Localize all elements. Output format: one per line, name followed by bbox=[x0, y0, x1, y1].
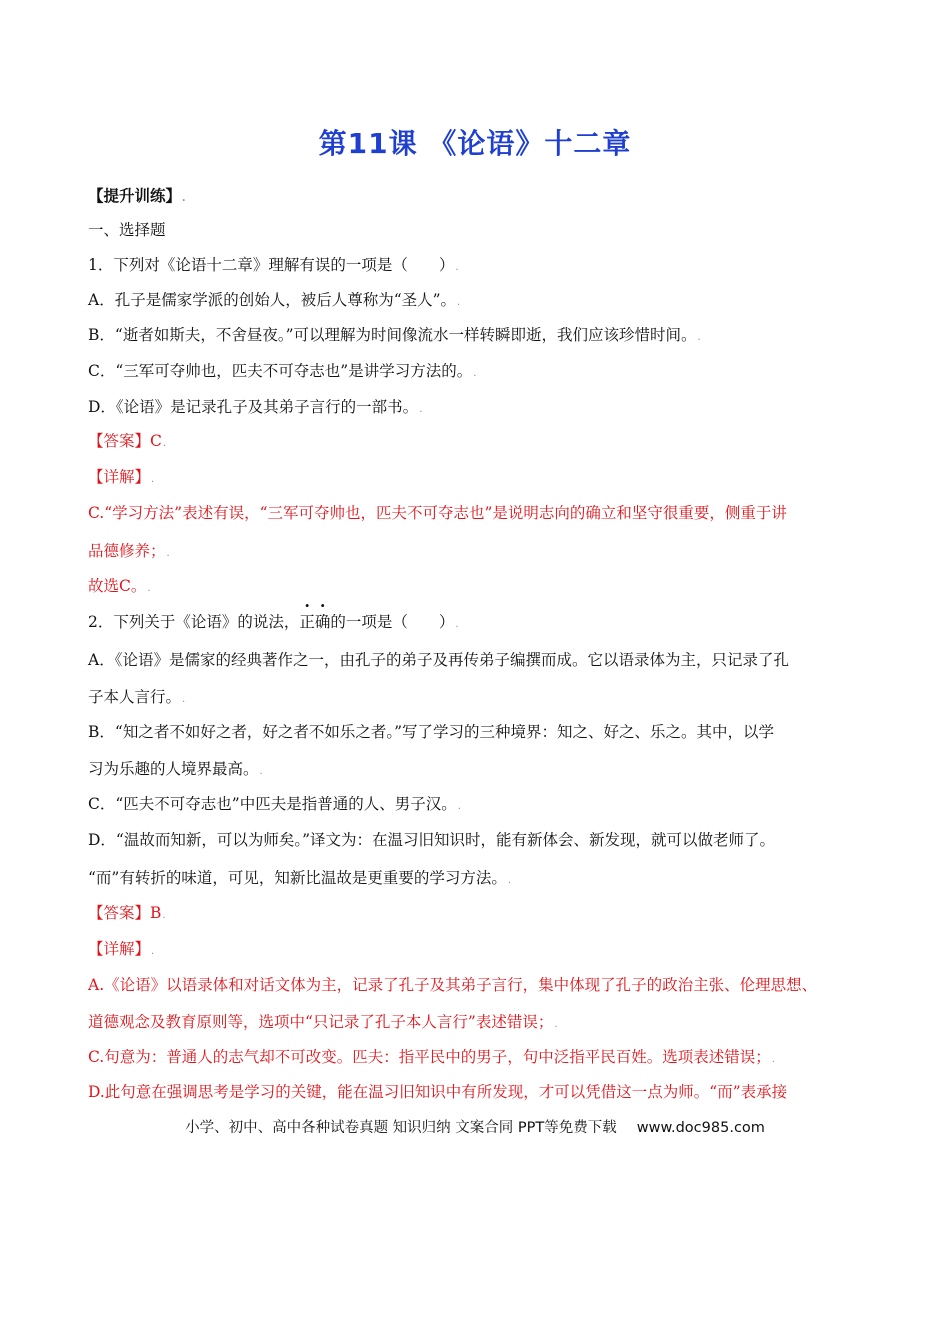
page-footer bbox=[0, 1116, 950, 1137]
q1-option-d: D．《论语》是记录孔子及其弟子言行的一部书。. bbox=[88, 398, 423, 416]
q1-stem: 1．下列对《论语十二章》理解有误的一项是（ ）. bbox=[88, 256, 459, 274]
q2-stem: 2．下列关于《论语》的说法，正确的一项是（ ）. bbox=[88, 613, 459, 631]
q1-conclusion: 故选C。. bbox=[88, 577, 151, 595]
q2-detail-d: D.此句意在强调思考是学习的关键，能在温习旧知识中有所发现，才可以凭借这一点为师。“而”表承接 bbox=[88, 1083, 788, 1101]
q2-option-c: C．“匹夫不可夺志也”中匹夫是指普通的人、男子汉。. bbox=[88, 795, 461, 813]
page-title: 第11课 《论语》十二章 bbox=[318, 127, 632, 160]
emphasis-char: 正 bbox=[299, 613, 315, 631]
q2-detail-label: 【详解】. bbox=[88, 940, 155, 958]
q2-answer: 【答案】B. bbox=[88, 904, 166, 922]
q2-option-a-line1: A．《论语》是儒家的经典著作之一，由孔子的弟子及再传弟子编撰而成。它以语录体为主，只记录了孔 bbox=[88, 651, 789, 669]
q1-answer: 【答案】C. bbox=[88, 432, 167, 450]
footer-text: 小学、初中、高中各种试卷真题 知识归纳 文案合同 PPT等免费下载 bbox=[185, 1120, 617, 1136]
q2-option-a-line2: 子本人言行。. bbox=[88, 688, 186, 706]
q1-detail-label: 【详解】. bbox=[88, 468, 155, 486]
q2-option-d-line1: D．“温故而知新，可以为师矣。”译文为：在温习旧知识时，能有新体会、新发现，就可以做老师了。 bbox=[88, 831, 776, 849]
section-type: 一、选择题 bbox=[88, 221, 166, 239]
q1-option-c: C．“三军可夺帅也，匹夫不可夺志也”是讲学习方法的。. bbox=[88, 362, 477, 380]
emphasis-char: 确 bbox=[314, 613, 331, 631]
q2-detail-a-line2: 道德观念及教育原则等，选项中“只记录了孔子本人言行”表述错误；. bbox=[88, 1013, 558, 1031]
q1-detail-line1: C.“学习方法”表述有误，“三军可夺帅也，匹夫不可夺志也”是说明志向的确立和坚守很重要，侧重于讲 bbox=[88, 504, 787, 522]
q1-detail-line2: 品德修养；. bbox=[88, 542, 170, 560]
q2-detail-c: C.句意为：普通人的志气却不可改变。匹夫：指平民中的男子，句中泛指平民百姓。选项表述错误；. bbox=[88, 1048, 775, 1066]
q2-option-d-line2: “而”有转折的味道，可见，知新比温故是更重要的学习方法。. bbox=[88, 869, 512, 887]
q1-option-b: B．“逝者如斯夫，不舍昼夜。”可以理解为时间像流水一样转瞬即逝，我们应该珍惜时间。. bbox=[88, 326, 701, 344]
q2-option-b-line2: 习为乐趣的人境界最高。. bbox=[88, 760, 263, 778]
q2-detail-a-line1: A.《论语》以语录体和对话文体为主，记录了孔子及其弟子言行，集中体现了孔子的政治主张、伦理思想、 bbox=[88, 976, 818, 994]
q1-option-a: A．孔子是儒家学派的创始人，被后人尊称为“圣人”。. bbox=[88, 291, 461, 309]
footer-url[interactable]: www.doc985.com bbox=[636, 1120, 765, 1136]
q2-option-b-line1: B．“知之者不如好之者，好之者不如乐之者。”写了学习的三种境界：知之、好之、乐之。其中，以学 bbox=[88, 723, 774, 741]
section-heading: 【提升训练】. bbox=[88, 186, 186, 205]
